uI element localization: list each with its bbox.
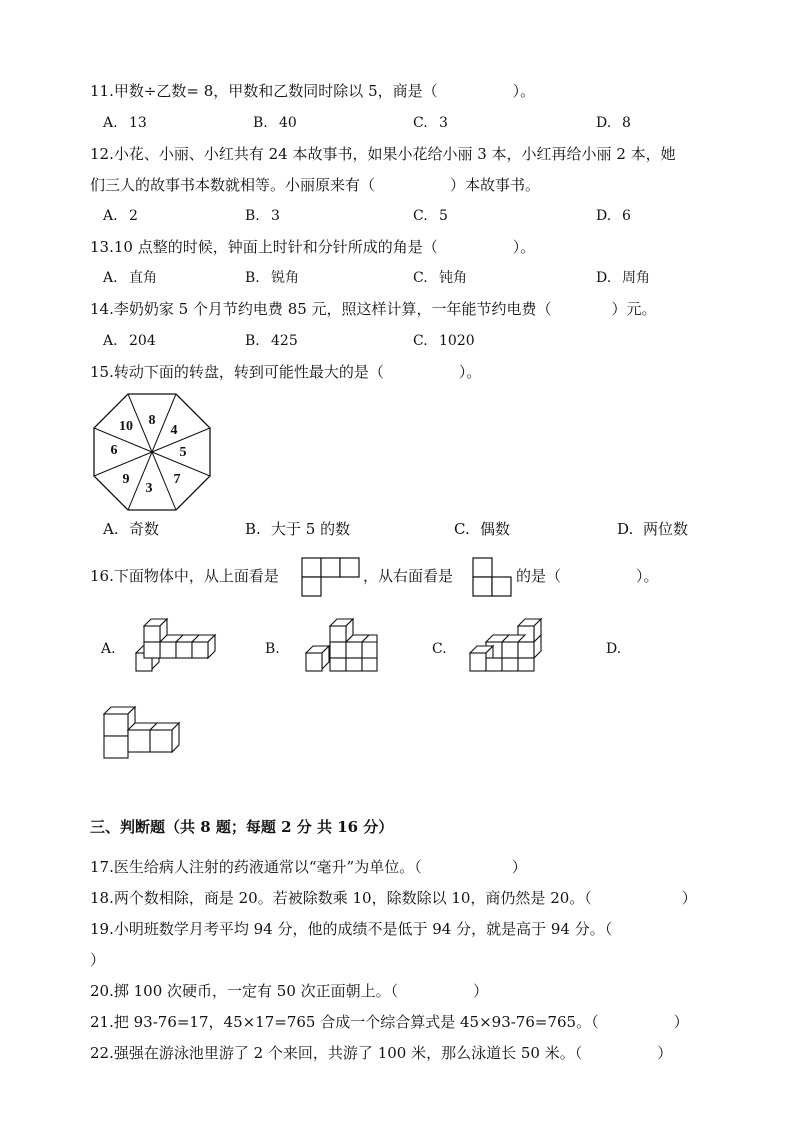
q11-option-d[interactable] — [596, 113, 631, 133]
judgement-19-line1: 19.小明班数学月考平均 94 分，他的成绩不是低于 94 分，就是高于 94 分。（ — [90, 920, 613, 938]
option-letter: D. — [617, 520, 634, 538]
option-text: 奇数 — [129, 520, 160, 538]
q13-option-a[interactable] — [103, 268, 157, 288]
q15-option-d[interactable] — [617, 519, 688, 539]
q11-option-b[interactable] — [253, 113, 297, 133]
option-letter: D. — [596, 270, 612, 286]
q14-option-c[interactable] — [413, 331, 475, 351]
q16-option-c-label[interactable]: C. — [432, 641, 447, 657]
q14-option-b[interactable] — [245, 331, 298, 351]
q12-option-a[interactable] — [103, 206, 138, 226]
option-text: 偶数 — [480, 520, 511, 538]
q16-option-b-label[interactable]: B. — [265, 641, 280, 657]
question-14: 14.李奶奶家 5 个月节约电费 85 元，照这样计算，一年能节约电费（ ）元。 — [90, 300, 657, 318]
q15-option-a[interactable] — [103, 519, 159, 539]
spinner-number: 10 — [119, 419, 133, 434]
option-text: 直角 — [129, 270, 157, 286]
option-letter: A. — [103, 270, 118, 286]
spinner-number: 8 — [148, 413, 156, 428]
option-text: 1020 — [439, 333, 475, 349]
q16-option-b-cubes[interactable] — [300, 619, 382, 679]
q15-option-c[interactable] — [454, 519, 510, 539]
option-text: 锐角 — [271, 270, 299, 286]
q11-option-c[interactable] — [413, 113, 448, 133]
q13-option-c[interactable] — [413, 268, 467, 288]
q16-option-a-label[interactable]: A. — [101, 641, 116, 657]
option-letter: C. — [413, 333, 428, 349]
option-text: 3 — [271, 208, 280, 224]
q16-option-d-label[interactable]: D. — [606, 641, 622, 657]
question-16-part-a: 16.下面物体中，从上面看是 — [90, 567, 279, 585]
option-text: 5 — [439, 208, 448, 224]
spinner-number: 9 — [122, 472, 130, 487]
question-12-line1: 12.小花、小丽、小红共有 24 本故事书，如果小花给小丽 3 本，小红再给小丽 2 本，她 — [90, 145, 676, 163]
q16-option-d-cubes[interactable] — [103, 707, 185, 763]
spinner-number: 4 — [170, 423, 178, 438]
spinner-number: 6 — [110, 443, 118, 458]
spinner-number: 5 — [179, 445, 187, 460]
spinner-number: 3 — [145, 481, 153, 496]
option-letter: B. — [245, 333, 260, 349]
q12-option-b[interactable] — [245, 206, 280, 226]
q13-option-b[interactable] — [245, 268, 299, 288]
section-3-title: 三、判断题（共 8 题；每题 2 分 共 16 分） — [90, 818, 394, 836]
option-letter: A. — [103, 115, 118, 131]
option-letter: C. — [454, 520, 470, 538]
option-letter: B. — [245, 270, 260, 286]
judgement-17: 17.医生给病人注射的药液通常以“毫升”为单位。（ ） — [90, 858, 527, 876]
option-letter: A. — [103, 208, 118, 224]
spinner-octagon — [92, 392, 212, 512]
judgement-19-line2: ） — [90, 951, 106, 969]
option-letter: B. — [253, 115, 268, 131]
question-15: 15.转动下面的转盘，转到可能性最大的是（ ）。 — [90, 363, 482, 381]
judgement-20: 20.掷 100 次硬币，一定有 50 次正面朝上。（ ） — [90, 982, 489, 1000]
top-view-figure — [301, 557, 361, 597]
option-text: 8 — [622, 115, 631, 131]
option-text: 6 — [622, 208, 631, 224]
option-letter: D. — [596, 208, 612, 224]
option-letter: A. — [103, 333, 118, 349]
q15-option-b[interactable] — [245, 519, 350, 539]
option-letter: D. — [596, 115, 612, 131]
question-12-line2: 们三人的故事书本数就相等。小丽原来有（ ）本故事书。 — [90, 176, 541, 194]
question-11: 11.甲数÷乙数= 8，甲数和乙数同时除以 5，商是（ ）。 — [90, 82, 536, 100]
option-text: 425 — [271, 333, 298, 349]
q13-option-d[interactable] — [596, 268, 650, 288]
option-letter: A. — [103, 520, 119, 538]
question-16-part-b: ，从右面看是 — [363, 567, 454, 585]
q12-option-d[interactable] — [596, 206, 631, 226]
option-letter: B. — [245, 520, 261, 538]
option-text: 钝角 — [439, 270, 467, 286]
option-letter: C. — [413, 270, 428, 286]
option-text: 3 — [439, 115, 448, 131]
question-16-part-c: 的是（ ）。 — [516, 567, 659, 585]
spinner-number: 7 — [173, 472, 181, 487]
option-text: 两位数 — [643, 520, 689, 538]
option-letter: C. — [413, 208, 428, 224]
question-13: 13.10 点整的时候，钟面上时针和分针所成的角是（ ）。 — [90, 238, 536, 256]
q16-option-a-cubes[interactable] — [134, 619, 216, 679]
judgement-21: 21.把 93-76=17，45×17=765 合成一个综合算式是 45×93-76=765。（ ） — [90, 1013, 689, 1031]
q11-option-a[interactable] — [103, 113, 147, 133]
judgement-22: 22.强强在游泳池里游了 2 个来回，共游了 100 米，那么泳道长 50 米。（ ） — [90, 1044, 673, 1062]
option-text: 13 — [129, 115, 147, 131]
q12-option-c[interactable] — [413, 206, 448, 226]
option-letter: B. — [245, 208, 260, 224]
option-text: 40 — [279, 115, 297, 131]
q14-option-a[interactable] — [103, 331, 156, 351]
option-text: 2 — [129, 208, 138, 224]
option-text: 204 — [129, 333, 156, 349]
option-letter: C. — [413, 115, 428, 131]
q16-option-c-cubes[interactable] — [468, 619, 550, 679]
option-text: 大于 5 的数 — [271, 520, 351, 538]
option-text: 周角 — [622, 270, 650, 286]
judgement-18: 18.两个数相除，商是 20。若被除数乘 10，除数除以 10，商仍然是 20。（ ） — [90, 889, 697, 907]
right-view-figure — [472, 557, 512, 597]
